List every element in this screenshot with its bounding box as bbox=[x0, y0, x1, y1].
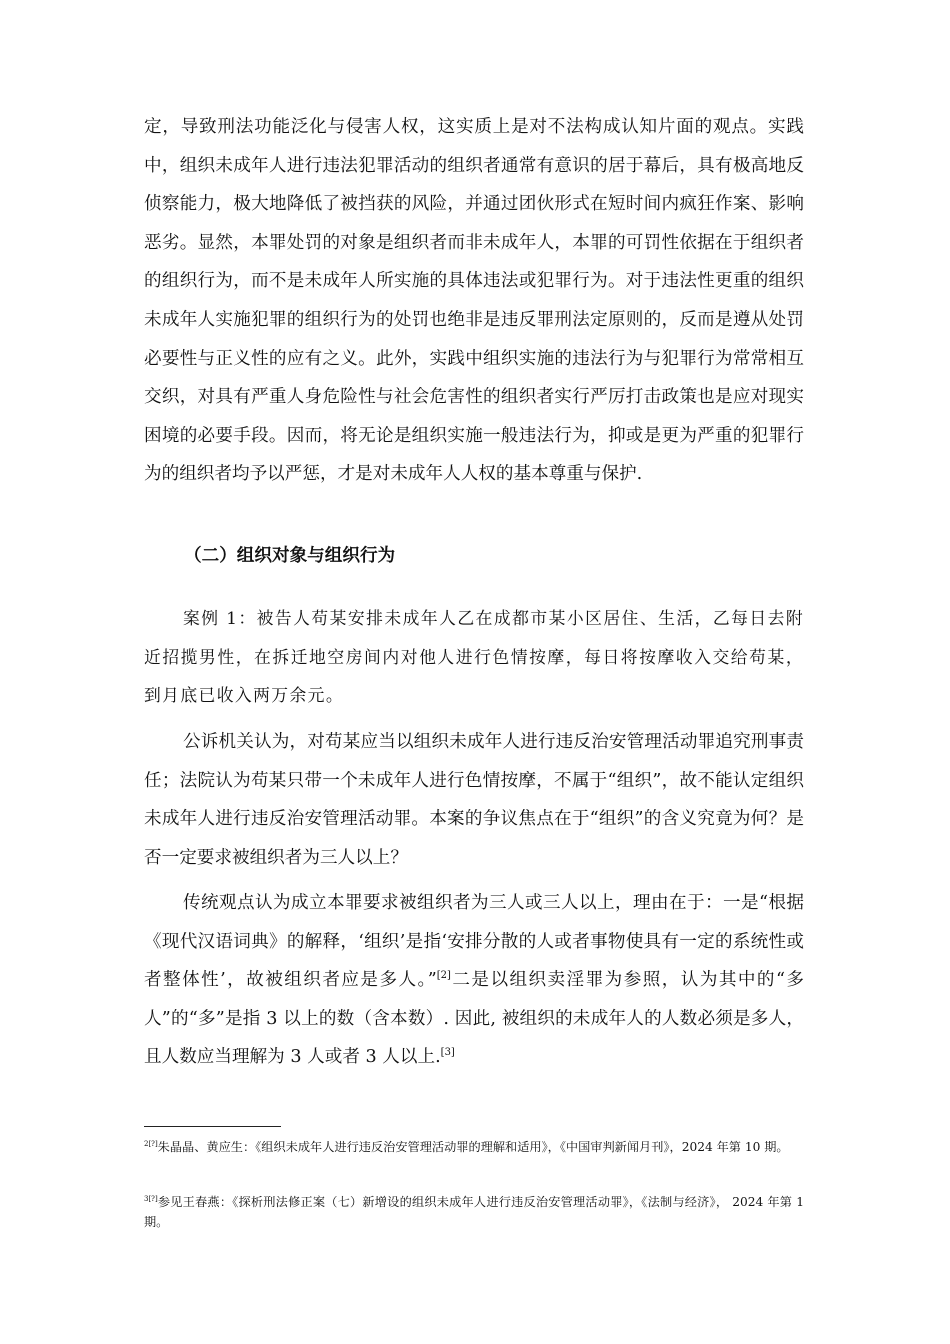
citation-ref-3[interactable]: [3] bbox=[440, 1047, 455, 1059]
footnote-3 bbox=[144, 1192, 804, 1232]
footnote-2 bbox=[144, 1137, 804, 1157]
section-heading: （二）组织对象与组织行为 bbox=[184, 546, 396, 566]
case-paragraph: 案例 1：被告人苟某安排未成年人乙在成都市某小区居住、生活，乙每日去附近招揽男性，在拆迁地空房间内对他人进行色情按摩，每日将按摩收入交给苟某，到月底已收入两万余元。 bbox=[144, 608, 804, 706]
citation-ref-2[interactable]: [2] bbox=[436, 970, 451, 982]
paragraph-continuation: 定，导致刑法功能泛化与侵害人权，这实质上是对不法构成认知片面的观点。实践中，组织未成年人进行违法犯罪活动的组织者通常有意识的居于幕后，具有极高地反侦察能力，极大地降低了被挡获的风险，并通过团伙形式在短时间内疯狂作案、影响恶劣。显然，本罪处罚的对象是组织者而非未成年人，本罪的可罚性依据在于组织者的组织行为，而不是未成年人所实施的具体违法或犯罪行为。对于违法性更重的组织未成年人实施犯罪的组织行为的处罚也绝非是违反罪刑法定原则的，反而是遵从处罚必要性与正义性的应有之义。此外，实践中组织实施的违法行为与犯罪行为常常相互交织，对具有严重人身危险性与社会危害性的组织者实行严厉打击政策也是应对现实困境的必要手段。因而，将无论是组织实施一般违法行为，抑或是更为严重的犯罪行为的组织者均予以严惩，才是对未成年人人权的基本尊重与保护. bbox=[144, 117, 804, 485]
paragraph-text-part-2: 二是以组织卖淫罪为参照，认为其中的“多人”的“多”是指 3 以上的数（含本数）. 因此, 被组织的未成年人的人数必须是多人，且人数应当理解为 3 人或者 3 人以上. bbox=[144, 970, 805, 1068]
footnote-mark: 2[?] bbox=[144, 1139, 158, 1148]
footnote-mark: 3[?] bbox=[144, 1194, 158, 1203]
court-opinion-paragraph: 公诉机关认为，对苟某应当以组织未成年人进行违反治安管理活动罪追究刑事责任；法院认为苟某只带一个未成年人进行色情按摩，不属于“组织”，故不能认定组织未成年人进行违反治安管理活动罪。本案的争议焦点在于“组织”的含义究竟为何？是否一定要求被组织者为三人以上？ bbox=[144, 732, 804, 868]
paragraph-text-part-1: 传统观点认为成立本罪要求被组织者为三人或三人以上，理由在于：一是“根据《现代汉语词典》的解释，‘组织’是指‘安排分散的人或者事物使具有一定的系统性或者整体性’，故被组织者应是多人。” bbox=[144, 893, 804, 991]
footnote-separator bbox=[144, 1126, 281, 1127]
footnote-text: 参见王春燕：《探析刑法修正案（七）新增设的组织未成年人进行违反治安管理活动罪》，《法制与经济》， 2024 年第 1 期。 bbox=[144, 1195, 804, 1229]
footnote-text: 朱晶晶、黄应生：《组织未成年人进行违反治安管理活动罪的理解和适用》，《中国审判新闻月刊》，2024 年第 10 期。 bbox=[157, 1140, 789, 1154]
traditional-view-paragraph bbox=[144, 884, 804, 1077]
